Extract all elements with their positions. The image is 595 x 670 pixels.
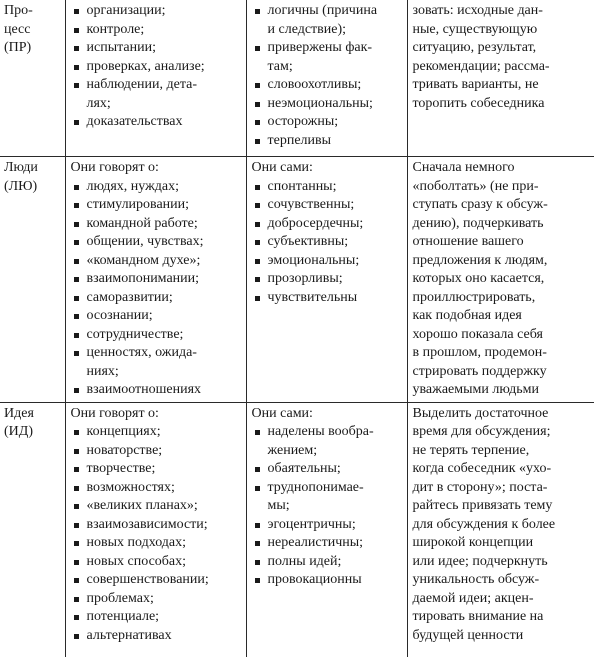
bullet-icon [252,252,268,271]
bullet-icon [71,423,87,442]
bullet-icon [71,608,87,627]
list-item-text [87,76,198,113]
text-line: отношение вашего [412,234,524,249]
list-intro: Они говорят о: [70,405,159,421]
list-item [71,608,241,627]
list-item-text [87,534,187,553]
list-item [252,95,402,114]
text-line: или идее; подчеркнуть [412,553,548,569]
list-item-text [87,39,156,58]
list-item-text [268,571,362,590]
topics-cell [65,0,246,157]
bullet-icon [252,460,268,479]
list-item-text [87,442,163,461]
text-line: потенциале; [86,609,160,624]
text-line: провокационны [267,572,362,587]
text-line: субъективны; [267,234,349,249]
list-item [252,553,402,572]
list-item-text [87,252,201,271]
text-line: чувствительны [267,289,358,305]
text-line: труднопонимае- [267,479,364,495]
list-item [71,590,241,609]
bullet-icon [252,553,268,572]
text-line: уникальность обсуж- [412,572,540,587]
topics-cell [65,402,246,657]
text-line: возможностях; [86,479,175,495]
bullet-icon [71,381,87,400]
text-line: предложения к людям, [412,252,548,268]
text-line: испытании; [86,40,156,55]
text-line: доказательствах [86,114,183,129]
list-item [71,627,241,646]
list-item-text [268,178,337,197]
list-item [252,516,402,535]
list-item-text [87,2,166,21]
bullet-icon [71,307,87,326]
list-item [71,423,241,442]
list-item [252,132,402,151]
text-line: для обсуждения к более [412,516,556,532]
list-item-text [87,215,198,234]
text-line: (ИД) [4,424,33,439]
text-line: наблюдении, дета- [86,77,198,92]
bullet-icon [71,113,87,132]
bullet-icon [252,132,268,151]
list-item-text [87,344,197,381]
list-item [252,460,402,479]
text-line: уважаемыми людьми [412,382,539,397]
list-item [252,2,402,39]
list-item-text [268,553,342,572]
list-item-text [268,132,332,151]
list-item-text [87,196,190,215]
text-line: людях, нуждах; [86,178,180,194]
text-line: альтернативах [86,627,172,643]
text-line: (ЛЮ) [4,178,38,194]
bullet-icon [71,289,87,308]
text-line: в прошлом, продемон- [412,345,547,360]
list-item [71,21,241,40]
text-line: добросердечны; [267,215,364,231]
list-item-text [268,113,339,132]
text-line: проблемах; [86,590,154,606]
list-item [252,113,402,132]
list-item [71,252,241,271]
text-line: сочувственны; [267,197,355,212]
list-item [252,423,402,460]
list-item [252,76,402,95]
list-item [71,289,241,308]
bullet-icon [71,76,87,113]
list-item-text [87,423,161,442]
text-line: взаимоотношениях [86,382,202,397]
list-item-text [87,307,153,326]
list-item [252,178,402,197]
row-header-cell [0,157,65,403]
bullet-icon [71,344,87,381]
list-item [252,534,402,553]
list-item [252,233,402,252]
list-item-text [87,479,175,498]
list-item-text [268,233,349,252]
list-intro: Они сами: [251,405,313,421]
table-row-process [0,0,594,157]
list-intro: Они говорят о: [70,160,159,175]
text-line: дит в сторону»; поста- [412,479,548,495]
list-item-text [268,460,341,479]
text-line: новых подходах; [86,535,187,550]
text-line: саморазвитии; [86,289,173,305]
text-line: когда собеседник «ухо- [412,461,552,476]
list-item-text [268,423,374,460]
list-item [71,326,241,345]
text-line: словоохотливы; [267,77,362,92]
text-line: Люди [4,160,38,175]
topics-cell [65,157,246,403]
list-item-text [268,215,364,234]
list-item [71,270,241,289]
text-line: (ПР) [4,40,32,55]
list-item-text [268,76,362,95]
list-item [71,571,241,590]
list-item [71,307,241,326]
bullet-icon [71,2,87,21]
list-item-text [87,381,202,400]
row-header-cell [0,0,65,157]
text-line: прозорливы; [267,271,343,286]
bullet-icon [71,196,87,215]
bullet-icon [252,571,268,590]
text-line: как подобная идея [412,308,522,323]
list-item [71,479,241,498]
table-row-idea [0,402,594,657]
list-item [252,479,402,516]
text-line: логичны (причина [267,3,378,18]
bullet-icon [252,289,268,308]
bullet-icon [71,516,87,535]
list-item [71,233,241,252]
text-line: дению), подчеркивать [412,215,544,231]
list-intro: Они сами: [251,160,313,175]
list-item [252,571,402,590]
bullet-icon [252,233,268,252]
text-line: сотрудничестве; [86,326,184,342]
text-line: которых оно касается, [412,271,545,286]
list-item [71,460,241,479]
list-item-text [87,113,183,132]
text-line: командной работе; [86,215,198,231]
text-line: наделены вообра- [267,424,374,439]
list-item-text [268,2,378,39]
list-item-text [87,233,204,252]
list-item [71,2,241,21]
bullet-icon [252,76,268,95]
text-line: там; [267,58,293,74]
list-item [71,534,241,553]
bullet-icon [252,196,268,215]
list-item-text [87,21,145,40]
bullet-icon [252,113,268,132]
bullet-icon [71,627,87,646]
text-line: «командном духе»; [86,252,201,268]
list-item-text [87,270,200,289]
bullet-icon [252,178,268,197]
bullet-icon [71,479,87,498]
list-item-text [87,553,187,572]
bullet-icon [71,252,87,271]
text-line: мы; [267,498,290,513]
bullet-icon [71,178,87,197]
text-line: рекомендации; рассма- [412,58,550,74]
list-item [71,215,241,234]
list-item-text [268,196,355,215]
bullet-icon [71,460,87,479]
list-item-text [268,95,373,114]
list-item-text [87,497,198,516]
list-item-text [268,516,356,535]
bullet-icon [71,233,87,252]
text-line: райтесь привязать тему [412,498,553,513]
list-item-text [87,326,184,345]
text-line: и следствие); [267,21,347,37]
list-item [71,553,241,572]
text-line: новаторстве; [86,442,163,458]
text-line: неэмоциональны; [267,95,373,111]
recommendation-cell [407,402,594,657]
text-line: Выделить достаточное [412,405,549,421]
text-line: торопить собеседника [412,95,545,111]
list-item [252,252,402,271]
text-line: Идея [4,405,34,421]
bullet-icon [71,39,87,58]
bullet-icon [71,215,87,234]
list-item [71,381,241,400]
text-line: новых способах; [86,553,187,569]
text-line: ниях; [86,363,119,379]
text-line: широкой концепции [412,535,534,550]
text-line: творчестве; [86,461,156,476]
list-item-text [87,627,172,646]
traits-cell [246,157,407,403]
list-item-text [268,479,364,516]
text-line: обаятельны; [267,461,341,476]
text-line: ценностях, ожида- [86,345,197,360]
text-line: тривать варианты, не [412,77,539,92]
bullet-icon [71,497,87,516]
bullet-icon [252,423,268,460]
traits-cell [246,402,407,657]
bullet-icon [71,553,87,572]
text-line: «великих планах»; [86,498,198,513]
bullet-icon [71,58,87,77]
list-item [71,196,241,215]
bullet-icon [252,270,268,289]
text-line: жением; [267,442,318,458]
list-item [71,497,241,516]
list-item-text [268,270,343,289]
bullet-icon [71,534,87,553]
text-line: организации; [86,3,166,18]
list-item-text [87,608,160,627]
text-line: терпеливы [267,132,332,148]
list-item [252,289,402,308]
text-line: полны идей; [267,553,342,569]
list-item [71,39,241,58]
traits-cell [246,0,407,157]
text-line: взаимозависимости; [86,516,208,532]
text-line: тировать внимание на [412,609,544,624]
list-item-text [268,289,358,308]
bullet-icon [252,479,268,516]
list-item-text [87,460,156,479]
bullet-icon [252,516,268,535]
list-item [71,516,241,535]
text-line: «поболтать» (не при- [412,178,539,194]
text-line: проверках, анализе; [86,58,205,74]
text-line: нереалистичны; [267,535,364,550]
list-item-text [268,534,364,553]
text-line: ные, существующую [412,21,538,37]
text-line: контроле; [86,21,145,37]
text-line: проиллюстрировать, [412,289,536,305]
text-line: Про- [4,3,33,18]
list-item [71,442,241,461]
list-item-text [87,289,173,308]
text-line: хорошо показала себя [412,326,543,342]
list-item-text [87,571,209,590]
list-item [252,215,402,234]
bullet-icon [252,2,268,39]
text-line: стимулировании; [86,197,190,212]
recommendation-cell [407,157,594,403]
text-line: стрировать поддержку [412,363,547,379]
text-line: даемой идеи; акцен- [412,590,534,606]
list-item [71,58,241,77]
text-line: спонтанны; [267,178,337,194]
bullet-icon [71,270,87,289]
list-item [71,76,241,113]
list-item-text [268,39,373,76]
text-line: не терять терпение, [412,442,530,458]
text-line: Сначала немного [412,160,515,175]
list-item [252,270,402,289]
list-item-text [87,516,208,535]
text-line: лях; [86,95,111,111]
list-item [71,344,241,381]
list-item-text [87,590,154,609]
text-line: общении, чувствах; [86,234,204,249]
bullet-icon [71,326,87,345]
bullet-icon [71,590,87,609]
text-line: совершенствовании; [86,572,209,587]
list-item [252,39,402,76]
list-item-text [268,252,360,271]
text-line: осторожны; [267,114,339,129]
text-line: взаимопонимании; [86,271,200,286]
text-line: цесс [4,21,31,37]
list-item [71,113,241,132]
bullet-icon [252,215,268,234]
table-row-people [0,157,594,403]
list-item [252,196,402,215]
text-line: время для обсуждения; [412,424,551,439]
list-item-text [87,178,180,197]
list-item-text [87,58,205,77]
text-line: зовать: исходные дан- [412,3,543,18]
text-line: ситуацию, результат, [412,40,537,55]
bullet-icon [71,442,87,461]
text-line: осознании; [86,308,153,323]
bullet-icon [252,95,268,114]
text-line: будущей ценности [412,627,524,643]
list-item [71,178,241,197]
recommendation-cell [407,0,594,157]
text-line: привержены фак- [267,40,373,55]
bullet-icon [71,21,87,40]
row-header-cell [0,402,65,657]
bullet-icon [71,571,87,590]
text-line: эмоциональны; [267,252,360,268]
text-line: эгоцентричны; [267,516,356,532]
text-line: концепциях; [86,424,161,439]
bullet-icon [252,534,268,553]
bullet-icon [252,39,268,76]
text-line: ступать сразу к обсуж- [412,197,548,212]
